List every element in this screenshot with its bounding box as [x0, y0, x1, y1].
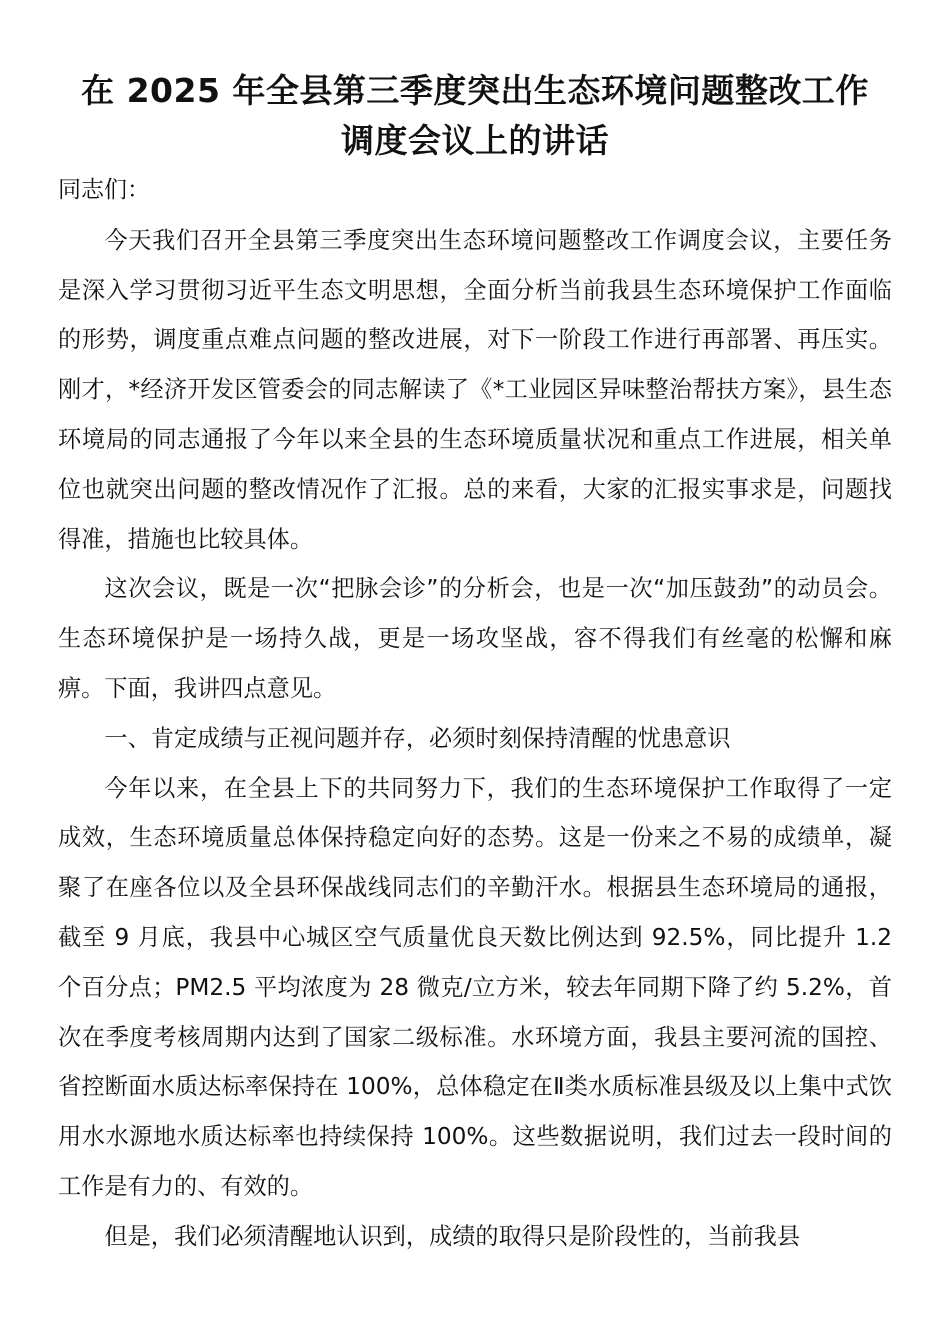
document-title	[58, 66, 892, 166]
title-line-1: 在 2025 年全县第三季度突出生态环境问题整改工作	[81, 71, 869, 110]
paragraph-achievements: 今年以来，在全县上下的共同努力下，我们的生态环境保护工作取得了一定成效，生态环境质量总体保持稳定向好的态势。这是一份来之不易的成绩单，凝聚了在座各位以及全县环保战线同志们的辛勤汗水。根据县生态环境局的通报，截至 9 月底，我县中心城区空气质量优良天数比例达到 92.5%，同比提升 1.2 个百分点；PM2.5 平均浓度为 28 微克/立方米，较去年同期下降了约 5.2%，首次在季度考核周期内达到了国家二级标准。水环境方面，我县主要河流的国控、省控断面水质达标率保持在 100%，总体稳定在Ⅱ类水质标准县级及以上集中式饮用水水源地水质达标率也持续保持 100%。这些数据说明，我们过去一段时间的工作是有力的、有效的。	[58, 774, 892, 1200]
salutation: 同志们：	[58, 177, 150, 203]
section-heading-1: 一、肯定成绩与正视问题并存，必须时刻保持清醒的忧患意识	[104, 724, 731, 752]
paragraph-problems: 但是，我们必须清醒地认识到，成绩的取得只是阶段性的，当前我县	[104, 1222, 801, 1250]
paragraph-meeting-purpose: 这次会议，既是一次“把脉会诊”的分析会，也是一次“加压鼓劲”的动员会。生态环境保护是一场持久战，更是一场攻坚战，容不得我们有丝毫的松懈和麻痹。下面，我讲四点意见。	[58, 575, 892, 702]
document-page	[58, 66, 892, 1262]
paragraph-intro: 今天我们召开全县第三季度突出生态环境问题整改工作调度会议，主要任务是深入学习贯彻习近平生态文明思想，全面分析当前我县生态环境保护工作面临的形势，调度重点难点问题的整改进展，对下一阶段工作进行再部署、再压实。刚才，*经济开发区管委会的同志解读了《*工业园区异味整治帮扶方案》，县生态环境局的同志通报了今年以来全县的生态环境质量状况和重点工作进展，相关单位也就突出问题的整改情况作了汇报。总的来看，大家的汇报实事求是，问题找得准，措施也比较具体。	[58, 226, 892, 553]
title-line-2: 调度会议上的讲话	[341, 121, 609, 160]
